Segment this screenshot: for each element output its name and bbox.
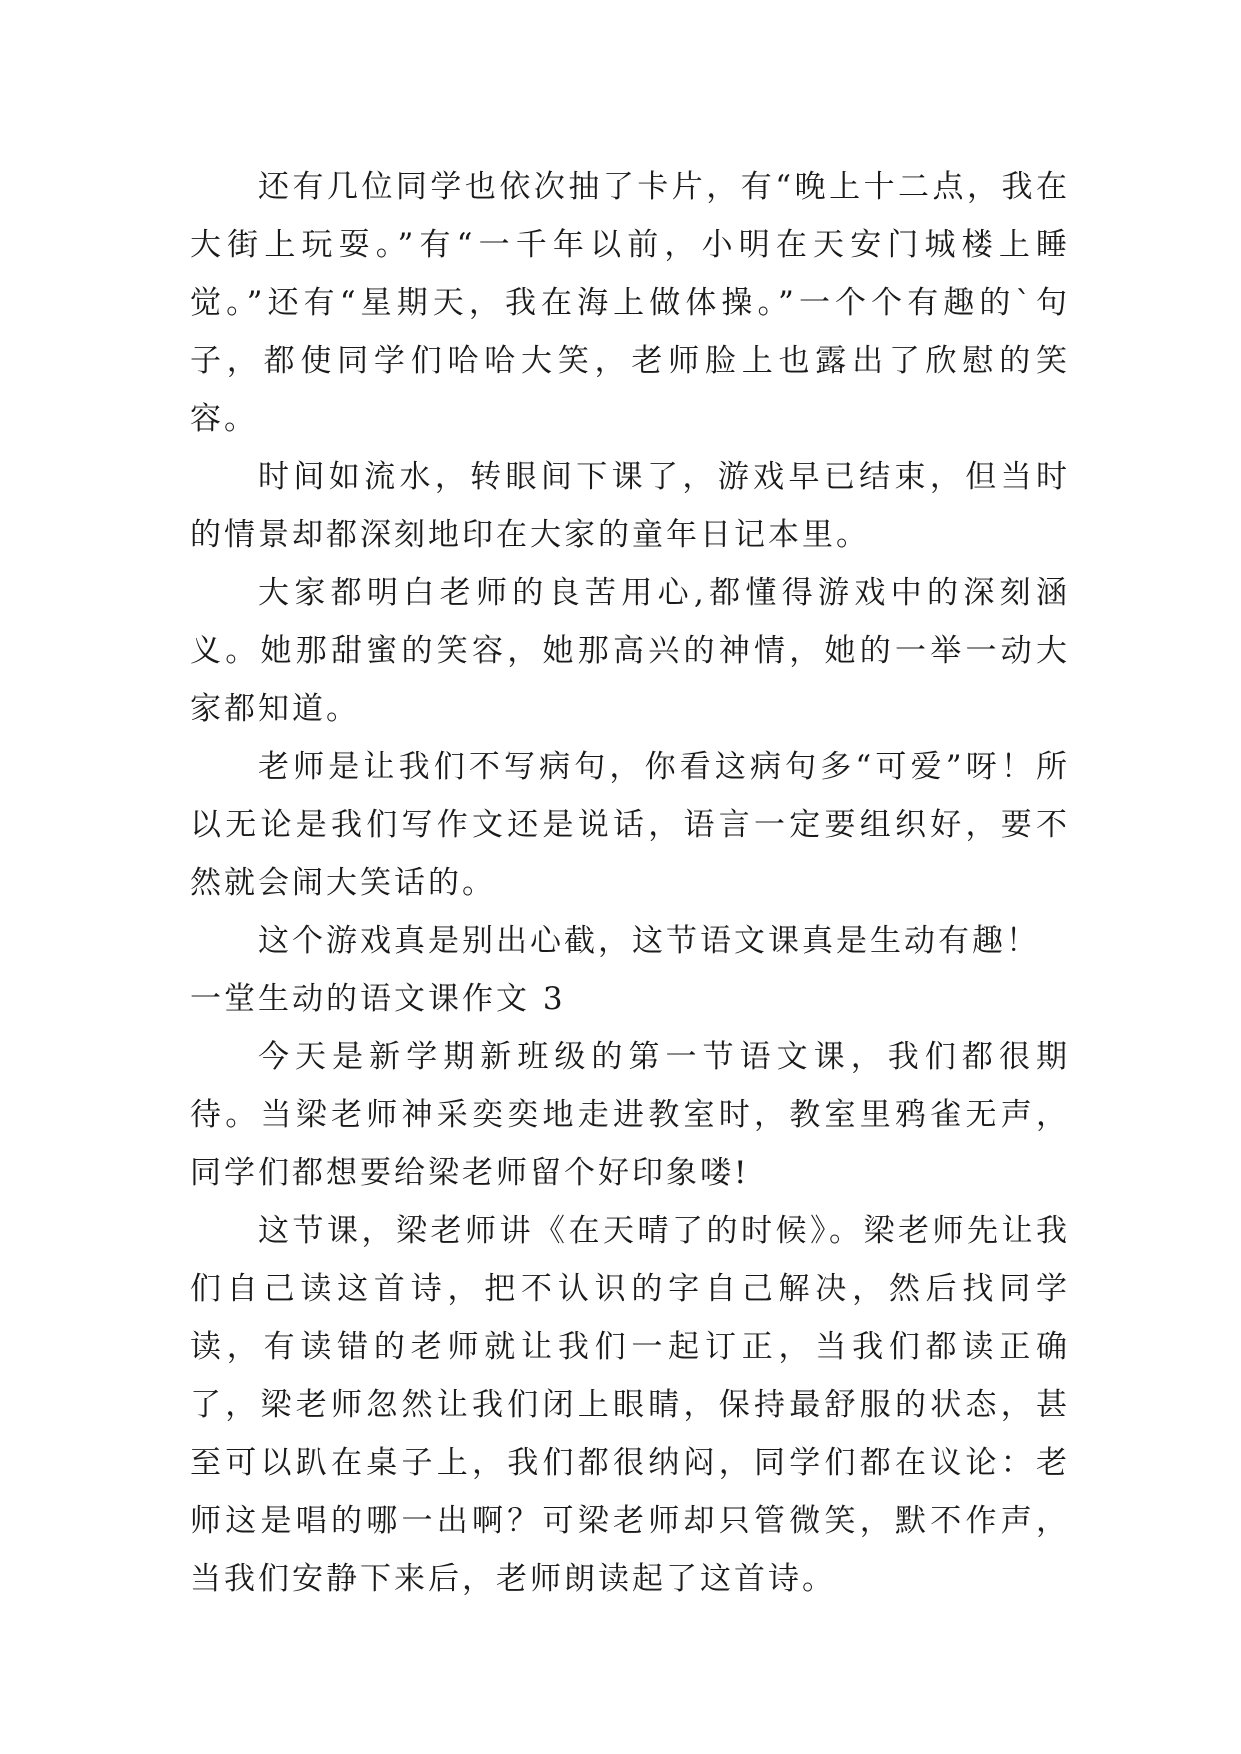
section-title: 一堂生动的语文课作文 3 bbox=[190, 981, 566, 1017]
paragraph-poem-lesson: 这节课，梁老师讲《在天晴了的时候》。梁老师先让我们自己读这首诗，把不认识的字自己解决，然后找同学读，有读错的老师就让我们一起订正，当我们都读正确了，梁老师忽然让我们闭上眼睛，保持最舒服的状态，甚至可以趴在桌子上，我们都很纳闷，同学们都在议论：老师这是唱的哪一出啊？可梁老师却只管微笑，默不作声，当我们安静下来后，老师朗读起了这首诗。 bbox=[190, 1213, 1070, 1597]
paragraph-game-fun: 这个游戏真是别出心截，这节语文课真是生动有趣！ bbox=[258, 923, 1040, 959]
document-body bbox=[190, 158, 1070, 1608]
paragraph-understanding: 大家都明白老师的良苦用心,都懂得游戏中的深刻涵义。她那甜蜜的笑容，她那高兴的神情，她的一举一动大家都知道。 bbox=[190, 575, 1070, 727]
paragraph-new-term: 今天是新学期新班级的第一节语文课，我们都很期待。当梁老师神采奕奕地走进教室时，教室里鸦雀无声，同学们都想要给梁老师留个好印象喽! bbox=[190, 1039, 1070, 1191]
paragraph-time-flows: 时间如流水，转眼间下课了，游戏早已结束，但当时的情景却都深刻地印在大家的童年日记本里。 bbox=[190, 459, 1070, 553]
paragraph-cards: 还有几位同学也依次抽了卡片，有“晚上十二点，我在大街上玩耍。”有“一千年以前，小明在天安门城楼上睡觉。”还有“星期天，我在海上做体操。”一个个有趣的`句子，都使同学们哈哈大笑，老师脸上也露出了欣慰的笑容。 bbox=[190, 169, 1070, 437]
paragraph-no-errors: 老师是让我们不写病句，你看这病句多“可爱”呀！所以无论是我们写作文还是说话，语言一定要组织好，要不然就会闹大笑话的。 bbox=[190, 749, 1070, 901]
